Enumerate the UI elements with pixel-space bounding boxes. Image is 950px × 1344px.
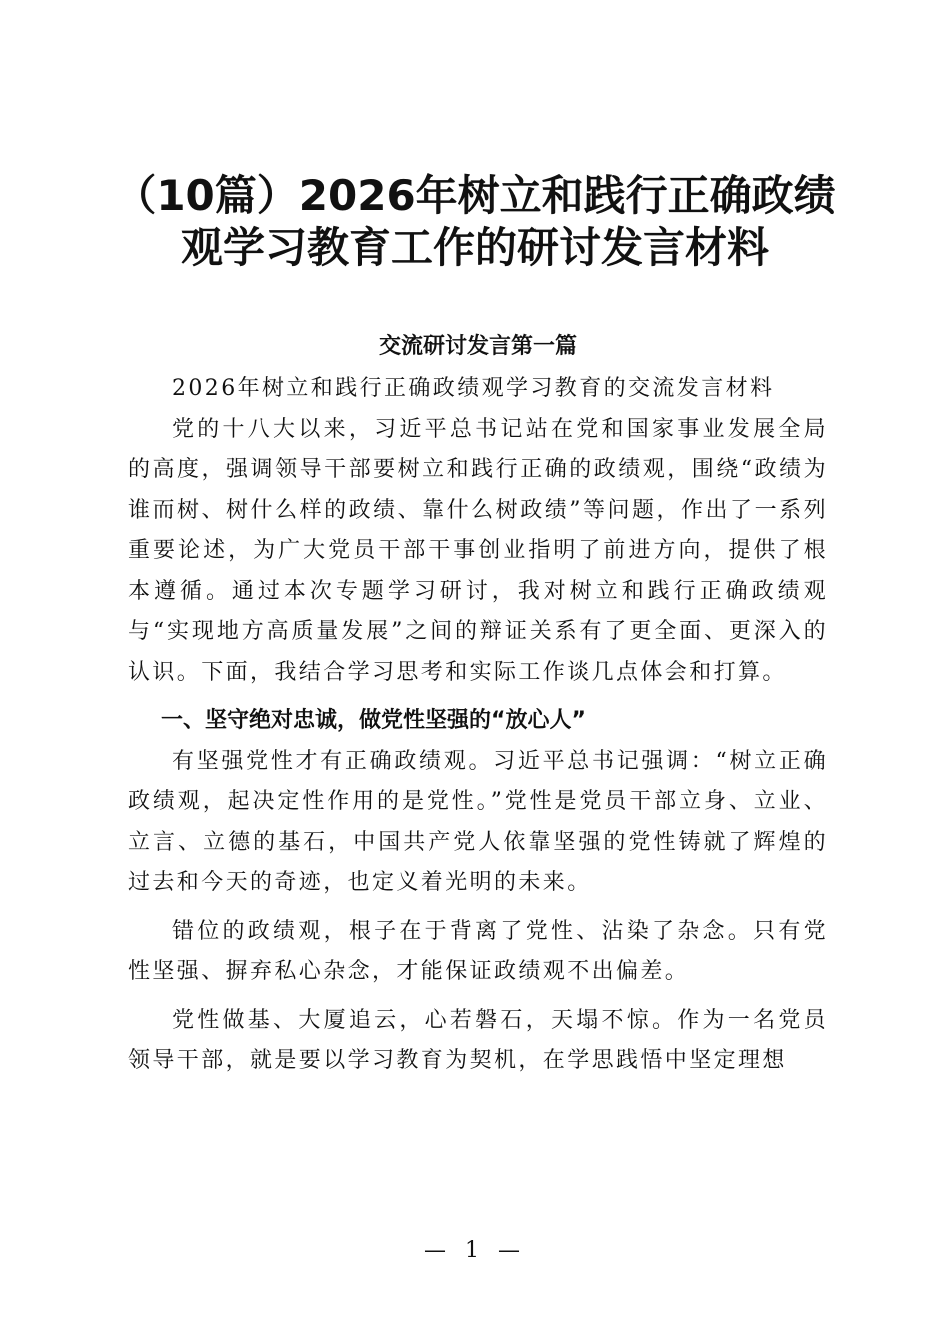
document-body [128, 325, 828, 1082]
intro-paragraph: 党的十八大以来，习近平总书记站在党和国家事业发展全局的高度，强调领导干部要树立和践行正确的政绩观，围绕“政绩为谁而树、树什么样的政绩、靠什么树政绩”等问题，作出了一系列重要论述，为广大党员干部干事创业指明了前进方向，提供了根本遵循。通过本次专题学习研讨，我对树立和践行正确政绩观与“实现地方高质量发展”之间的辩证关系有了更全面、更深入的认识。下面，我结合学习思考和实际工作谈几点体会和打算。 [128, 416, 828, 685]
document-title [100, 170, 850, 274]
paragraph-party-spirit: 有坚强党性才有正确政绩观。习近平总书记强调：“树立正确政绩观，起决定性作用的是党性。”党性是党员干部立身、立业、立言、立德的基石，中国共产党人依靠坚强的党性铸就了辉煌的过去和今天的奇迹，也定义着光明的未来。 [128, 748, 828, 895]
document-title-line-2: 观学习教育工作的研讨发言材料 [180, 223, 769, 272]
page-number: — 1 — [424, 1238, 526, 1263]
paragraph-misplaced-view: 错位的政绩观，根子在于背离了党性、沾染了杂念。只有党性坚强、摒弃私心杂念，才能保证政绩观不出偏差。 [128, 918, 828, 984]
subtitle-paragraph: 2026年树立和践行正确政绩观学习教育的交流发言材料 [172, 376, 775, 401]
document-title-line-1: （10篇）2026年树立和践行正确政绩 [114, 171, 836, 220]
section-title: 交流研讨发言第一篇 [378, 334, 577, 359]
section-heading-1: 一、坚守绝对忠诚，做党性坚强的“放心人” [161, 708, 586, 733]
paragraph-foundation: 党性做基、大厦追云，心若磐石，天塌不惊。作为一名党员领导干部，就是要以学习教育为契机，在学思践悟中坚定理想 [128, 1007, 828, 1073]
